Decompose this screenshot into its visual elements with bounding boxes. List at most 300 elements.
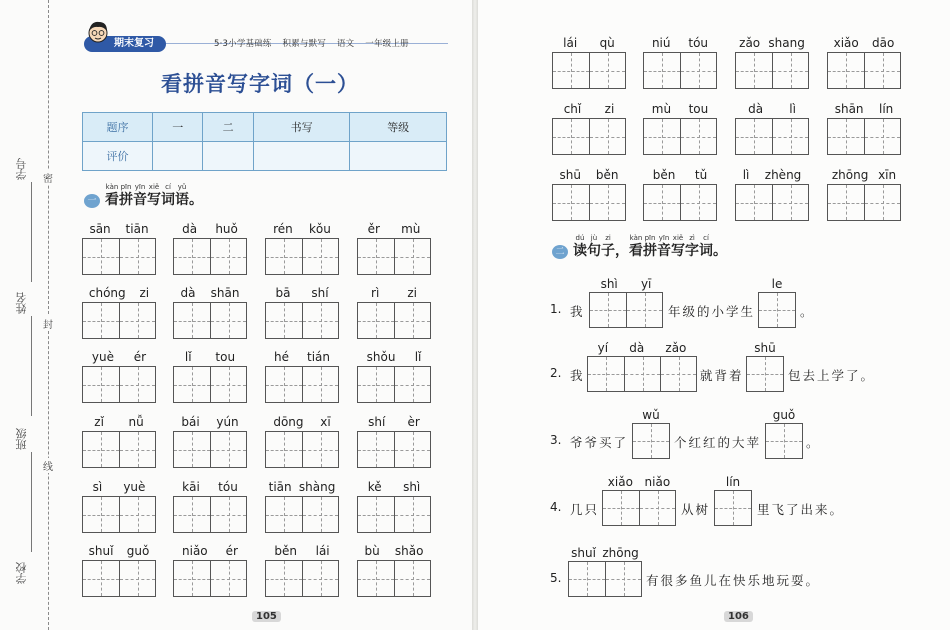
pinyin-syllable: xiǎo — [833, 36, 859, 50]
section2-char — [685, 234, 699, 259]
writing-cell[interactable] — [302, 239, 338, 274]
score-cell[interactable] — [253, 142, 350, 171]
writing-grid[interactable] — [265, 302, 339, 339]
section1-char-hanzi: 音 — [133, 192, 147, 208]
pinyin-syllable: yuè — [91, 350, 114, 364]
writing-cell[interactable] — [736, 119, 772, 154]
section1-char — [105, 183, 119, 208]
writing-cell[interactable] — [266, 497, 302, 532]
seal-feng: 封 — [42, 316, 54, 331]
pinyin-label — [82, 350, 156, 364]
writing-grid[interactable] — [827, 52, 901, 89]
word-item[interactable] — [265, 222, 339, 276]
pinyin-label — [357, 544, 431, 558]
word-item[interactable] — [173, 415, 247, 469]
section2-char — [713, 234, 727, 259]
word-item[interactable] — [357, 415, 431, 469]
writing-grid[interactable] — [265, 238, 339, 275]
sentence-2-text-c: 包去上学了。 — [788, 368, 876, 383]
seal-mi: 密 — [42, 170, 54, 185]
writing-cell[interactable] — [174, 497, 210, 532]
pinyin-label — [587, 341, 697, 355]
pinyin-syllable: xiǎo — [607, 475, 633, 489]
pinyin-label — [82, 544, 156, 558]
pinyin-label — [357, 480, 431, 494]
word-item[interactable] — [552, 168, 626, 222]
writing-grid[interactable] — [357, 238, 431, 275]
writing-grid[interactable] — [589, 292, 663, 328]
sentence-2-blank-1[interactable] — [587, 341, 697, 393]
writing-cell[interactable] — [680, 119, 716, 154]
word-item[interactable] — [265, 350, 339, 404]
section1-char-hanzi: 。 — [189, 192, 203, 208]
writing-cell[interactable] — [302, 561, 338, 596]
writing-grid[interactable] — [82, 366, 156, 403]
writing-cell[interactable] — [624, 357, 660, 391]
writing-cell[interactable] — [633, 424, 669, 458]
score-cell[interactable] — [153, 142, 203, 171]
writing-cell[interactable] — [553, 53, 589, 88]
writing-grid[interactable] — [357, 302, 431, 339]
section1-char-hanzi: 词 — [161, 192, 175, 208]
pinyin-syllable: xī — [320, 415, 331, 429]
sentence-4-blank-2[interactable] — [714, 475, 752, 527]
pinyin-syllable: dà — [748, 102, 764, 116]
word-item[interactable] — [173, 544, 247, 598]
pinyin-label — [82, 415, 156, 429]
writing-grid[interactable] — [632, 423, 670, 459]
sentence-5-blank-1[interactable] — [568, 546, 642, 598]
writing-cell[interactable] — [119, 303, 155, 338]
writing-cell[interactable] — [680, 185, 716, 220]
word-item[interactable] — [643, 102, 717, 156]
sentence-1-text-c: 。 — [800, 304, 815, 319]
writing-cell[interactable] — [302, 497, 338, 532]
pinyin-syllable: shí — [311, 286, 329, 300]
writing-cell[interactable] — [569, 562, 605, 596]
writing-cell[interactable] — [210, 432, 246, 467]
pinyin-syllable: shū — [754, 341, 776, 355]
writing-grid[interactable] — [765, 423, 803, 459]
pinyin-syllable: zhèng — [764, 168, 802, 182]
writing-cell[interactable] — [266, 303, 302, 338]
sentence-3-blank-1[interactable] — [632, 408, 670, 460]
pinyin-label — [632, 408, 670, 422]
section1-char-pinyin: cí — [165, 183, 171, 191]
writing-cell[interactable] — [864, 185, 900, 220]
writing-grid[interactable] — [643, 118, 717, 155]
writing-grid[interactable] — [265, 431, 339, 468]
pinyin-syllable: tou — [215, 350, 236, 364]
pinyin-syllable: zi — [139, 286, 150, 300]
grade-name: 一年级上册 — [365, 39, 409, 49]
word-item[interactable] — [82, 415, 156, 469]
section2-char-pinyin: xiě — [672, 234, 684, 242]
writing-grid[interactable] — [173, 366, 247, 403]
pinyin-label — [827, 102, 901, 116]
sentence-4-text-b: 从树 — [681, 502, 711, 517]
writing-cell[interactable] — [210, 367, 246, 402]
writing-grid[interactable] — [357, 366, 431, 403]
writing-cell[interactable] — [680, 53, 716, 88]
pinyin-label — [173, 350, 247, 364]
student-number-label: 学号 — [15, 158, 28, 180]
word-item[interactable] — [265, 415, 339, 469]
word-item[interactable] — [357, 480, 431, 534]
writing-cell[interactable] — [772, 119, 808, 154]
word-item[interactable] — [82, 286, 156, 340]
writing-cell[interactable] — [864, 53, 900, 88]
sentence-1-blank-1[interactable] — [589, 277, 663, 329]
writing-cell[interactable] — [210, 303, 246, 338]
pinyin-syllable: běn — [274, 544, 297, 558]
writing-grid[interactable] — [827, 118, 901, 155]
writing-cell[interactable] — [174, 239, 210, 274]
writing-cell[interactable] — [715, 491, 751, 525]
writing-grid[interactable] — [714, 490, 752, 526]
pinyin-syllable: mù — [401, 222, 421, 236]
word-item[interactable] — [82, 350, 156, 404]
sentence-2-blank-2[interactable] — [746, 341, 784, 393]
word-item[interactable] — [82, 222, 156, 276]
section1-char-pinyin: yīn — [134, 183, 146, 191]
word-item[interactable] — [552, 102, 626, 156]
writing-cell[interactable] — [358, 432, 394, 467]
pinyin-syllable: dà — [180, 286, 196, 300]
sentence-1-number: 1. — [550, 302, 562, 316]
writing-cell[interactable] — [302, 367, 338, 402]
writing-grid[interactable] — [82, 560, 156, 597]
section2-char-hanzi: 句 — [587, 243, 601, 259]
section2-char-hanzi: 读 — [573, 243, 587, 259]
writing-cell[interactable] — [644, 119, 680, 154]
section2-char — [573, 234, 587, 259]
pinyin-syllable: ěr — [367, 222, 380, 236]
row-header-order: 题序 — [83, 113, 153, 142]
writing-cell[interactable] — [588, 357, 624, 391]
pinyin-syllable: yuè — [123, 480, 146, 494]
pinyin-syllable: lǐ — [414, 350, 422, 364]
subject-name: 语文 — [336, 39, 355, 49]
word-item[interactable] — [265, 286, 339, 340]
pinyin-syllable: hé — [274, 350, 289, 364]
word-item[interactable] — [265, 480, 339, 534]
writing-grid[interactable] — [173, 238, 247, 275]
word-item[interactable] — [357, 222, 431, 276]
writing-cell[interactable] — [266, 432, 302, 467]
writing-cell[interactable] — [83, 432, 119, 467]
writing-grid[interactable] — [587, 356, 697, 392]
writing-cell[interactable] — [747, 357, 783, 391]
writing-grid[interactable] — [265, 560, 339, 597]
writing-cell[interactable] — [864, 119, 900, 154]
word-item[interactable] — [173, 350, 247, 404]
row-header-evaluation: 评价 — [83, 142, 153, 171]
writing-cell[interactable] — [394, 239, 430, 274]
writing-grid[interactable] — [552, 118, 626, 155]
section2-char — [629, 234, 643, 259]
writing-cell[interactable] — [394, 303, 430, 338]
pinyin-syllable: shì — [600, 277, 618, 291]
word-item[interactable] — [357, 350, 431, 404]
book-spine — [472, 0, 478, 630]
writing-grid[interactable] — [82, 496, 156, 533]
pinyin-syllable: běn — [595, 168, 619, 182]
series-name: 5·3小学基础练 — [214, 39, 272, 49]
word-item[interactable] — [173, 222, 247, 276]
word-item[interactable] — [357, 544, 431, 598]
writing-cell[interactable] — [766, 424, 802, 458]
pinyin-label — [746, 341, 784, 355]
writing-grid[interactable] — [357, 560, 431, 597]
writing-grid[interactable] — [735, 184, 809, 221]
section1-header — [84, 183, 203, 208]
writing-grid[interactable] — [735, 118, 809, 155]
writing-grid[interactable] — [82, 302, 156, 339]
pinyin-label — [265, 222, 339, 236]
writing-grid[interactable] — [746, 356, 784, 392]
writing-cell[interactable] — [590, 293, 626, 327]
pinyin-syllable: běn — [652, 168, 676, 182]
writing-cell[interactable] — [605, 562, 641, 596]
pinyin-syllable: qù — [599, 36, 615, 50]
writing-cell[interactable] — [83, 239, 119, 274]
pinyin-syllable: shān — [210, 286, 240, 300]
writing-grid[interactable] — [357, 431, 431, 468]
word-item[interactable] — [82, 480, 156, 534]
writing-cell[interactable] — [358, 561, 394, 596]
writing-cell[interactable] — [83, 497, 119, 532]
writing-grid[interactable] — [82, 431, 156, 468]
score-cell[interactable] — [350, 142, 447, 171]
pinyin-syllable: dāo — [872, 36, 895, 50]
pinyin-syllable: shū — [559, 168, 581, 182]
writing-cell[interactable] — [394, 367, 430, 402]
writing-cell[interactable] — [174, 367, 210, 402]
word-item[interactable] — [735, 168, 809, 222]
pinyin-syllable: tou — [688, 102, 709, 116]
writing-cell[interactable] — [266, 367, 302, 402]
writing-grid[interactable] — [827, 184, 901, 221]
writing-cell[interactable] — [828, 119, 864, 154]
writing-cell[interactable] — [553, 185, 589, 220]
word-item[interactable] — [735, 36, 809, 90]
writing-cell[interactable] — [83, 303, 119, 338]
writing-grid[interactable] — [82, 238, 156, 275]
writing-cell[interactable] — [358, 497, 394, 532]
word-item[interactable] — [827, 36, 901, 90]
word-item[interactable] — [82, 544, 156, 598]
writing-cell[interactable] — [83, 367, 119, 402]
section2-char-hanzi: 拼 — [643, 243, 657, 259]
pinyin-syllable: lín — [878, 102, 894, 116]
pinyin-label — [714, 475, 752, 489]
writing-cell[interactable] — [644, 53, 680, 88]
writing-cell[interactable] — [119, 367, 155, 402]
writing-grid[interactable] — [173, 302, 247, 339]
writing-grid[interactable] — [643, 184, 717, 221]
writing-grid[interactable] — [552, 52, 626, 89]
word-item[interactable] — [265, 544, 339, 598]
section2-char-pinyin: cí — [703, 234, 709, 242]
writing-cell[interactable] — [394, 497, 430, 532]
sentence-4-number: 4. — [550, 500, 562, 514]
section2-char — [643, 234, 657, 259]
score-cell[interactable] — [203, 142, 253, 171]
writing-cell[interactable] — [302, 303, 338, 338]
writing-cell[interactable] — [759, 293, 795, 327]
pinyin-label — [735, 36, 809, 50]
writing-grid[interactable] — [173, 560, 247, 597]
writing-cell[interactable] — [210, 239, 246, 274]
sentence-3-text-b: 个红红的大苹 — [674, 435, 762, 450]
writing-cell[interactable] — [210, 497, 246, 532]
pinyin-syllable: bái — [181, 415, 200, 429]
sentence-3-blank-2[interactable] — [765, 408, 803, 460]
writing-grid[interactable] — [265, 366, 339, 403]
word-item[interactable] — [552, 36, 626, 90]
pinyin-syllable: niǎo — [644, 475, 671, 489]
pinyin-syllable: shān — [834, 102, 864, 116]
writing-cell[interactable] — [772, 53, 808, 88]
writing-cell[interactable] — [626, 293, 662, 327]
pinyin-syllable: zǎo — [739, 36, 761, 50]
writing-cell[interactable] — [358, 367, 394, 402]
pinyin-syllable: shǎo — [394, 544, 424, 558]
writing-cell[interactable] — [394, 432, 430, 467]
pinyin-label — [827, 168, 901, 182]
sentence-1-blank-2[interactable] — [758, 277, 796, 329]
pinyin-label — [82, 480, 156, 494]
writing-grid[interactable] — [602, 490, 676, 526]
pinyin-syllable: yī — [640, 277, 652, 291]
writing-cell[interactable] — [174, 303, 210, 338]
writing-cell[interactable] — [639, 491, 675, 525]
word-item[interactable] — [643, 168, 717, 222]
writing-cell[interactable] — [772, 185, 808, 220]
pinyin-label — [758, 277, 796, 291]
writing-cell[interactable] — [174, 432, 210, 467]
writing-cell[interactable] — [828, 185, 864, 220]
name-line — [31, 316, 32, 416]
cut-line — [48, 0, 49, 630]
word-item[interactable] — [357, 286, 431, 340]
word-item[interactable] — [173, 480, 247, 534]
pinyin-syllable: kě — [367, 480, 382, 494]
col-header-1: 一 — [153, 113, 203, 142]
pinyin-syllable: tǔ — [694, 168, 708, 182]
word-item[interactable] — [173, 286, 247, 340]
writing-cell[interactable] — [119, 432, 155, 467]
pinyin-label — [552, 36, 626, 50]
writing-cell[interactable] — [603, 491, 639, 525]
writing-cell[interactable] — [589, 185, 625, 220]
writing-grid[interactable] — [568, 561, 642, 597]
sentence-3-text-c: 。 — [806, 435, 821, 450]
writing-cell[interactable] — [358, 239, 394, 274]
pinyin-syllable: dà — [182, 222, 198, 236]
writing-grid[interactable] — [643, 52, 717, 89]
writing-cell[interactable] — [660, 357, 696, 391]
pinyin-syllable: shuǐ — [571, 546, 596, 560]
writing-cell[interactable] — [302, 432, 338, 467]
writing-cell[interactable] — [266, 561, 302, 596]
sentence-3-text-a: 爷爷买了 — [570, 435, 629, 450]
writing-grid[interactable] — [552, 184, 626, 221]
pinyin-syllable: bù — [364, 544, 380, 558]
pinyin-syllable: tiān — [125, 222, 149, 236]
writing-cell[interactable] — [210, 561, 246, 596]
pinyin-syllable: lì — [742, 168, 750, 182]
writing-cell[interactable] — [736, 185, 772, 220]
pinyin-syllable: ér — [133, 350, 147, 364]
writing-cell[interactable] — [358, 303, 394, 338]
sentence-5-number: 5. — [550, 571, 562, 585]
section1-char-hanzi: 语 — [175, 192, 189, 208]
writing-cell[interactable] — [119, 239, 155, 274]
writing-cell[interactable] — [644, 185, 680, 220]
word-item[interactable] — [735, 102, 809, 156]
pinyin-label — [357, 286, 431, 300]
sentence-4-blank-1[interactable] — [602, 475, 676, 527]
mascot-icon — [86, 20, 110, 50]
section2-char-hanzi: ， — [615, 243, 629, 259]
pinyin-label — [643, 168, 717, 182]
word-item[interactable] — [827, 102, 901, 156]
writing-cell[interactable] — [119, 497, 155, 532]
pinyin-syllable: niú — [651, 36, 671, 50]
section1-char-pinyin: yǔ — [177, 183, 187, 191]
writing-grid[interactable] — [173, 496, 247, 533]
pinyin-syllable: guǒ — [126, 544, 150, 558]
writing-cell[interactable] — [828, 53, 864, 88]
section2-char-pinyin: pīn — [644, 234, 656, 242]
section1-char-pinyin: pīn — [120, 183, 132, 191]
header-info — [214, 37, 409, 49]
writing-grid[interactable] — [173, 431, 247, 468]
writing-grid[interactable] — [357, 496, 431, 533]
sentence-2-text-a: 我 — [570, 368, 585, 383]
pinyin-syllable: lǐ — [184, 350, 192, 364]
writing-cell[interactable] — [589, 119, 625, 154]
section1-char — [175, 183, 189, 208]
section2-char — [587, 234, 601, 259]
writing-grid[interactable] — [265, 496, 339, 533]
writing-cell[interactable] — [736, 53, 772, 88]
writing-cell[interactable] — [553, 119, 589, 154]
writing-cell[interactable] — [119, 561, 155, 596]
writing-cell[interactable] — [589, 53, 625, 88]
writing-cell[interactable] — [266, 239, 302, 274]
writing-grid[interactable] — [735, 52, 809, 89]
pinyin-syllable: shuǐ — [88, 544, 114, 558]
writing-cell[interactable] — [83, 561, 119, 596]
sentence-4-text-a: 几只 — [570, 502, 600, 517]
section1-char-hanzi: 看 — [105, 192, 119, 208]
writing-cell[interactable] — [174, 561, 210, 596]
word-item[interactable] — [643, 36, 717, 90]
section1-char — [189, 183, 203, 208]
pinyin-label — [357, 222, 431, 236]
writing-cell[interactable] — [394, 561, 430, 596]
section1-char — [119, 183, 133, 208]
pinyin-syllable: zhōng — [831, 168, 869, 182]
word-item[interactable] — [827, 168, 901, 222]
section2-header — [552, 234, 727, 259]
writing-grid[interactable] — [758, 292, 796, 328]
section2-char — [615, 234, 629, 259]
section1-char-pinyin: xiě — [148, 183, 160, 191]
